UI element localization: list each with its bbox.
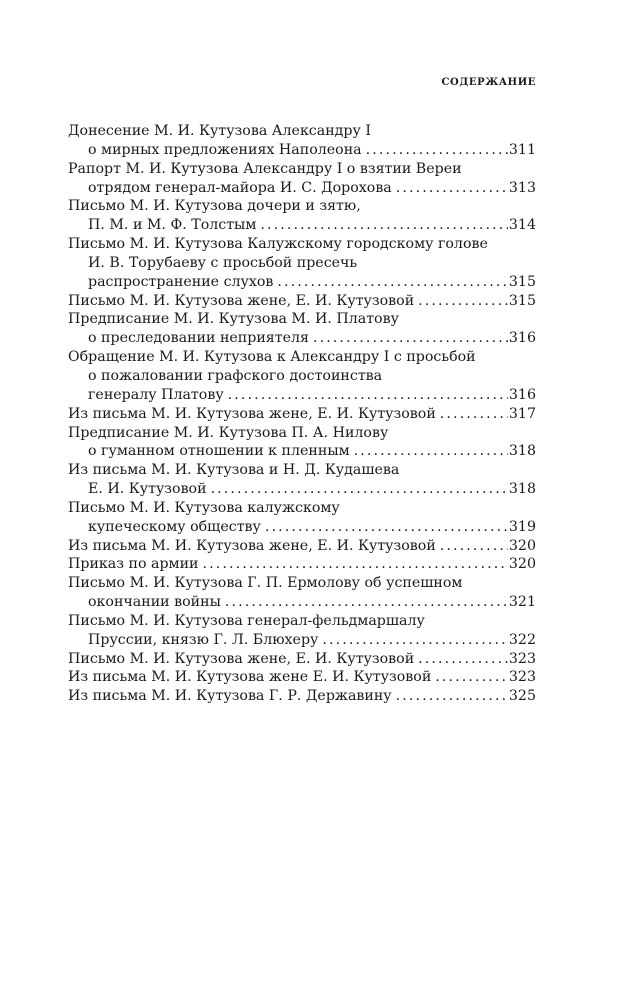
toc-entry-line	[68, 273, 536, 292]
toc-entry-text: Из письма М. И. Кутузова жене, Е. И. Кутузовой	[68, 537, 436, 554]
page-number: 317	[508, 405, 536, 422]
toc-entry-text: Письмо М. И. Кутузова жене, Е. И. Кутузовой	[68, 292, 415, 309]
toc-entry-text: Письмо М. И. Кутузова жене, Е. И. Кутузовой	[68, 650, 415, 667]
toc-entry-text: о гуманном отношении к пленным	[88, 443, 350, 460]
toc-entry	[68, 160, 536, 198]
page-number: 320	[508, 556, 536, 573]
toc-entry-line	[68, 329, 536, 348]
toc-entry-text: Письмо М. И. Кутузова генерал-фельдмаршалу	[68, 612, 425, 629]
toc-entry-line	[68, 668, 536, 687]
toc-entry-line	[68, 537, 536, 556]
toc-entry-line	[68, 141, 536, 160]
toc-entry-line	[68, 386, 536, 405]
dot-leader	[260, 216, 508, 235]
dot-leader	[354, 442, 508, 461]
toc-entry-line	[68, 480, 536, 499]
toc-entry-line	[68, 348, 536, 367]
dot-leader	[225, 593, 508, 612]
toc-entry-text: генералу Платову	[88, 386, 224, 403]
dot-leader	[211, 480, 508, 499]
toc-entry-text: Письмо М. И. Кутузова дочери и зятю,	[68, 198, 361, 215]
toc-entry-text: Предписание М. И. Кутузова М. И. Платову	[68, 311, 399, 328]
dot-leader	[313, 329, 508, 348]
toc-entry	[68, 574, 536, 612]
page-number: 316	[508, 386, 536, 403]
dot-leader	[277, 273, 507, 292]
toc-entry-line	[68, 518, 536, 537]
table-of-contents	[68, 122, 536, 706]
page-number: 318	[508, 443, 536, 460]
page-number: 314	[508, 217, 536, 234]
toc-entry-line	[68, 687, 536, 706]
toc-entry-line	[68, 405, 536, 424]
toc-entry-text: Письмо М. И. Кутузова Калужскому городскому голове	[68, 236, 488, 253]
toc-entry-text: о преследовании неприятеля	[88, 330, 309, 347]
toc-entry	[68, 424, 536, 462]
toc-entry	[68, 687, 536, 706]
toc-entry-text: о пожаловании графского достоинства	[88, 367, 383, 384]
toc-entry-line	[68, 292, 536, 311]
page-number: 313	[508, 179, 536, 196]
page-number: 321	[508, 594, 536, 611]
toc-entry	[68, 650, 536, 669]
toc-entry-text: окончании войны	[88, 594, 221, 611]
toc-entry	[68, 122, 536, 160]
toc-entry-text: Рапорт М. И. Кутузова Александру I о взятии Вереи	[68, 160, 462, 177]
toc-entry-line	[68, 461, 536, 480]
page-number: 320	[508, 537, 536, 554]
toc-entry-line	[68, 424, 536, 443]
toc-entry-text: Письмо М. И. Кутузова калужскому	[68, 499, 340, 516]
toc-entry-line	[68, 122, 536, 141]
toc-entry	[68, 292, 536, 311]
toc-entry	[68, 461, 536, 499]
toc-entry-text: отрядом генерал-майора И. С. Дорохова	[88, 179, 392, 196]
toc-entry-text: Е. И. Кутузовой	[88, 481, 207, 498]
toc-entry-text: купеческому обществу	[88, 518, 261, 535]
page-number: 315	[508, 292, 536, 309]
toc-entry-line	[68, 499, 536, 518]
toc-entry-text: Обращение М. И. Кутузова к Александру I с просьбой	[68, 349, 476, 366]
toc-entry	[68, 555, 536, 574]
page-number: 318	[508, 481, 536, 498]
toc-entry-text: П. М. и М. Ф. Толстым	[88, 217, 257, 234]
toc-entry-line	[68, 367, 536, 386]
toc-entry	[68, 405, 536, 424]
toc-entry-text: Из письма М. И. Кутузова жене, Е. И. Кутузовой	[68, 405, 436, 422]
page-number: 323	[508, 669, 536, 686]
toc-entry-line	[68, 235, 536, 254]
toc-entry-text: Донесение М. И. Кутузова Александру I	[68, 123, 371, 139]
toc-entry-text: Предписание М. И. Кутузова П. А. Нилову	[68, 424, 389, 441]
dot-leader	[396, 179, 508, 198]
dot-leader	[418, 650, 508, 669]
page-number: 316	[508, 330, 536, 347]
page-number: 315	[508, 273, 536, 290]
toc-entry-line	[68, 612, 536, 631]
toc-entry-text: о мирных предложениях Наполеона	[88, 141, 362, 158]
page-number: 322	[508, 631, 536, 648]
page-number: 319	[508, 518, 536, 535]
toc-entry-line	[68, 216, 536, 235]
dot-leader	[202, 555, 507, 574]
dot-leader	[265, 518, 508, 537]
page-number: 325	[508, 688, 536, 705]
toc-entry	[68, 235, 536, 292]
toc-entry	[68, 668, 536, 687]
dot-leader	[366, 141, 508, 160]
toc-entry-line	[68, 555, 536, 574]
page-number: 311	[508, 141, 536, 158]
toc-entry	[68, 537, 536, 556]
toc-entry	[68, 310, 536, 348]
toc-entry-line	[68, 160, 536, 179]
dot-leader	[440, 405, 508, 424]
dot-leader	[322, 631, 508, 650]
dot-leader	[228, 386, 508, 405]
toc-entry-text: И. В. Торубаеву с просьбой пресечь	[88, 254, 358, 271]
toc-entry	[68, 348, 536, 405]
toc-entry-line	[68, 179, 536, 198]
toc-entry-text: Из письма М. И. Кутузова жене Е. И. Кутузовой	[68, 669, 432, 686]
toc-entry-line	[68, 631, 536, 650]
dot-leader	[440, 537, 508, 556]
toc-entry-line	[68, 197, 536, 216]
toc-entry-text: Письмо М. И. Кутузова Г. П. Ермолову об успешном	[68, 575, 463, 592]
toc-entry	[68, 197, 536, 235]
toc-entry-line	[68, 442, 536, 461]
dot-leader	[435, 668, 508, 687]
toc-entry-text: Из письма М. И. Кутузова и Н. Д. Кудашева	[68, 462, 400, 479]
toc-entry-line	[68, 650, 536, 669]
toc-entry-line	[68, 593, 536, 612]
toc-entry-text: Из письма М. И. Кутузова Г. Р. Державину	[68, 688, 392, 705]
page-number: 323	[508, 650, 536, 667]
toc-entry-text: Пруссии, князю Г. Л. Блюхеру	[88, 631, 319, 648]
running-header: СОДЕРЖАНИЕ	[441, 77, 536, 88]
dot-leader	[418, 292, 508, 311]
toc-entry	[68, 499, 536, 537]
toc-entry-line	[68, 254, 536, 273]
toc-entry-line	[68, 574, 536, 593]
toc-entry	[68, 612, 536, 650]
toc-entry-text: распространение слухов	[88, 273, 274, 290]
toc-entry-line	[68, 310, 536, 329]
dot-leader	[396, 687, 508, 706]
toc-entry-text: Приказ по армии	[68, 556, 199, 573]
